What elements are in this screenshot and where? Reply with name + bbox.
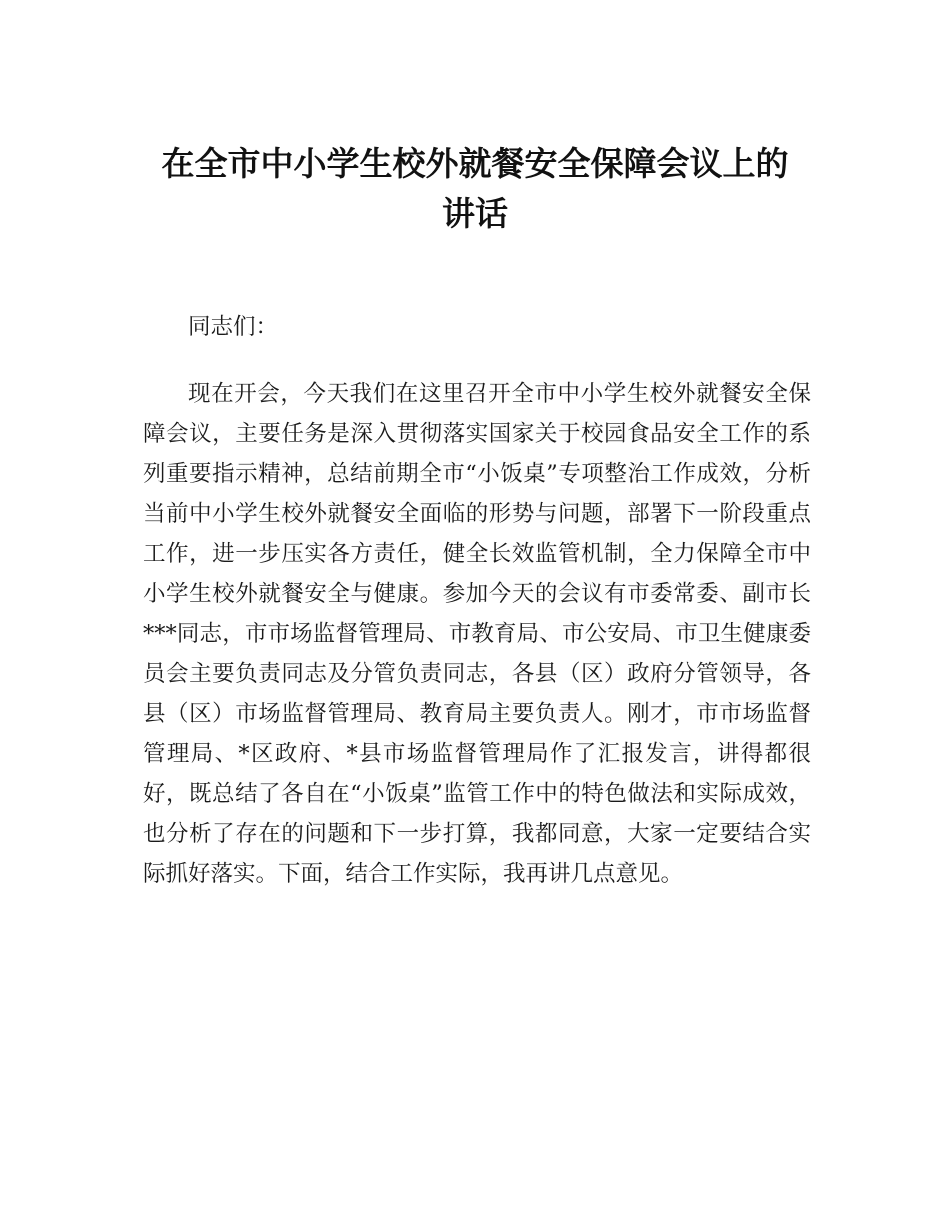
paragraph-1: 现在开会，今天我们在这里召开全市中小学生校外就餐安全保障会议，主要任务是深入贯彻落实国家关于校园食品安全工作的系列重要指示精神，总结前期全市“小饭桌”专项整治工作成效，分析当前中小学生校外就餐安全面临的形势与问题，部署下一阶段重点工作，进一步压实各方责任，健全长效监管机制，全力保障全市中小学生校外就餐安全与健康。参加今天的会议有市委常委、副市长***同志，市市场监督管理局、市教育局、市公安局、市卫生健康委员会主要负责同志及分管负责同志，各县（区）政府分管领导，各县（区）市场监督管理局、教育局主要负责人。刚才，市市场监督管理局、*区政府、*县市场监督管理局作了汇报发言，讲得都很好，既总结了各自在“小饭桌”监管工作中的特色做法和实际成效，也分析了存在的问题和下一步打算，我都同意，大家一定要结合实际抓好落实。下面，结合工作实际，我再讲几点意见。	[143, 381, 811, 887]
title-line-2: 讲话	[442, 194, 508, 234]
document-title	[140, 139, 810, 239]
greeting: 同志们：	[188, 314, 279, 340]
title-line-1: 在全市中小学生校外就餐安全保障会议上的	[161, 144, 789, 184]
document-body	[143, 307, 811, 894]
